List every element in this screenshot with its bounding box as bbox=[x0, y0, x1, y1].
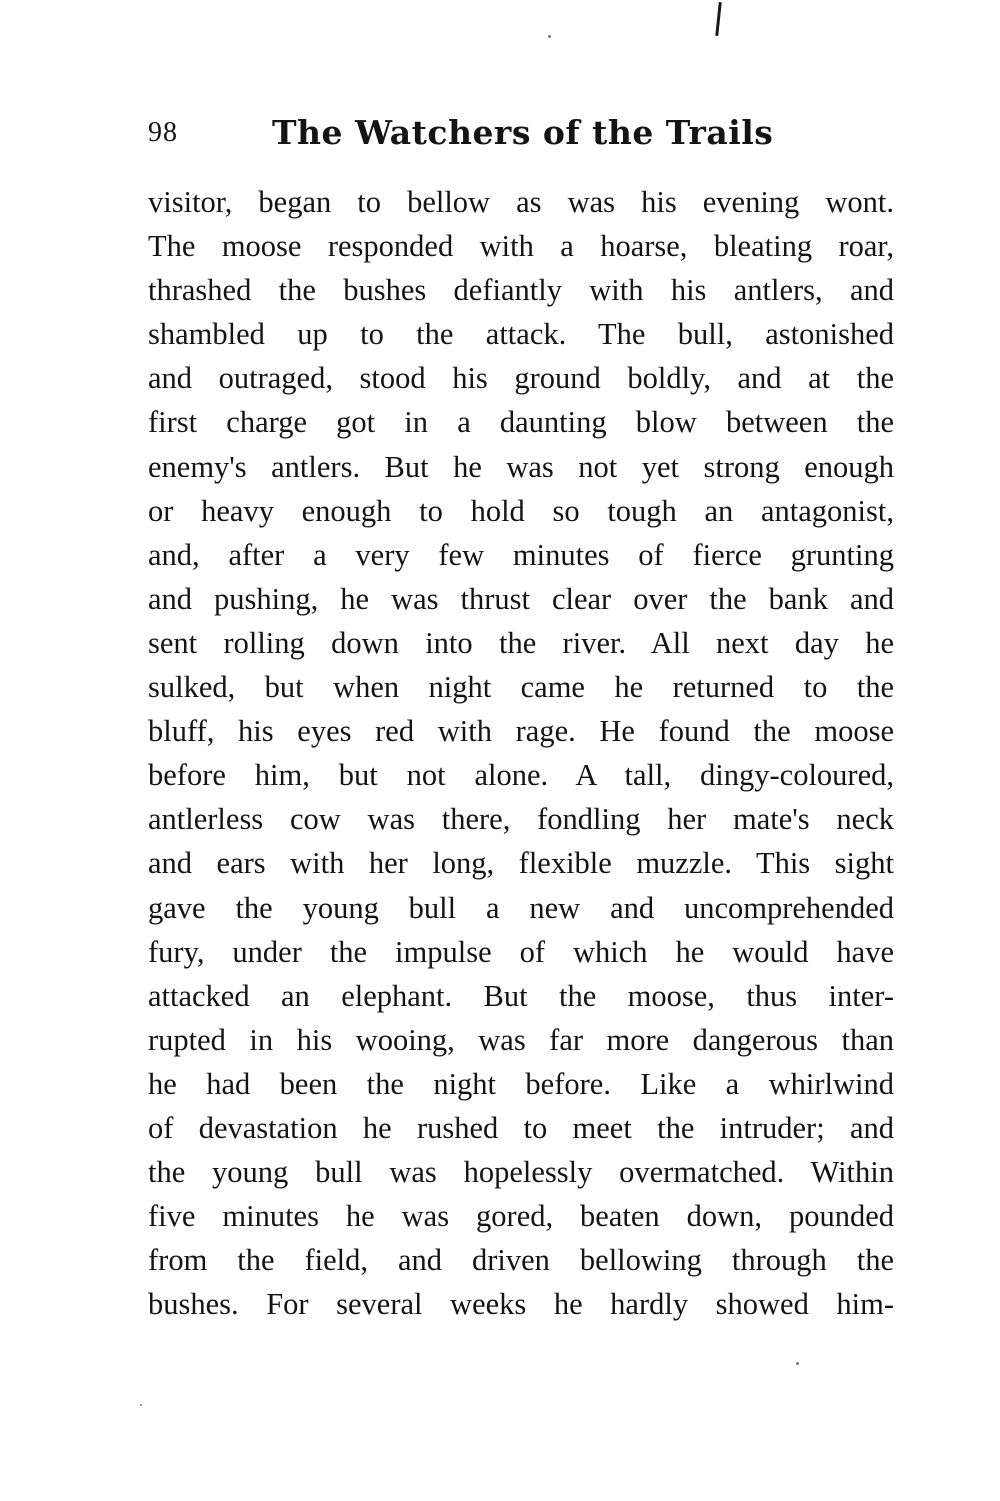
text-line: rupted in his wooing, was far more dangerous than bbox=[148, 1022, 894, 1057]
text-line: sent rolling down into the river. All next day he bbox=[148, 625, 894, 660]
running-title: The Watchers of the Trails bbox=[272, 113, 774, 152]
text-line: he had been the night before. Like a whirlwind bbox=[148, 1066, 894, 1101]
text-line: bushes. For several weeks he hardly showed him- bbox=[148, 1287, 894, 1322]
text-line: gave the young bull a new and uncomprehended bbox=[148, 890, 894, 925]
text-line: enemy's antlers. But he was not yet strong enough bbox=[148, 449, 894, 484]
text-line: first charge got in a daunting blow between the bbox=[148, 405, 894, 440]
text-line: the young bull was hopelessly overmatched. Within bbox=[148, 1155, 894, 1190]
speck bbox=[796, 1362, 799, 1365]
text-line: visitor, began to bellow as was his evening wont. bbox=[148, 185, 894, 219]
ink-mark bbox=[715, 2, 722, 36]
text-line: attacked an elephant. But the moose, thus inter- bbox=[148, 978, 894, 1013]
text-line: sulked, but when night came he returned to the bbox=[148, 670, 894, 705]
body-text bbox=[148, 180, 894, 1326]
running-head bbox=[148, 113, 908, 155]
text-line: thrashed the bushes defiantly with his antlers, and bbox=[148, 273, 894, 308]
page-number: 98 bbox=[148, 117, 178, 148]
text-line: of devastation he rushed to meet the intruder; and bbox=[148, 1110, 894, 1145]
text-line: bluff, his eyes red with rage. He found the moose bbox=[148, 714, 894, 749]
text-line: before him, but not alone. A tall, dingy-coloured, bbox=[148, 758, 894, 793]
text-line: antlerless cow was there, fondling her mate's neck bbox=[148, 802, 894, 837]
text-line: five minutes he was gored, beaten down, pounded bbox=[148, 1199, 894, 1234]
speck bbox=[548, 35, 551, 38]
text-line: shambled up to the attack. The bull, astonished bbox=[148, 317, 894, 352]
text-line: from the field, and driven bellowing through the bbox=[148, 1243, 894, 1278]
text-line: and pushing, he was thrust clear over the bank and bbox=[148, 581, 894, 616]
text-line: fury, under the impulse of which he would have bbox=[148, 934, 894, 969]
speck bbox=[140, 1404, 142, 1406]
text-line: The moose responded with a hoarse, bleating roar, bbox=[148, 229, 894, 264]
text-line: and outraged, stood his ground boldly, and at the bbox=[148, 361, 894, 396]
text-line: and, after a very few minutes of fierce grunting bbox=[148, 537, 894, 572]
text-line: or heavy enough to hold so tough an antagonist, bbox=[148, 493, 894, 528]
text-line: and ears with her long, flexible muzzle. This sight bbox=[148, 846, 894, 881]
